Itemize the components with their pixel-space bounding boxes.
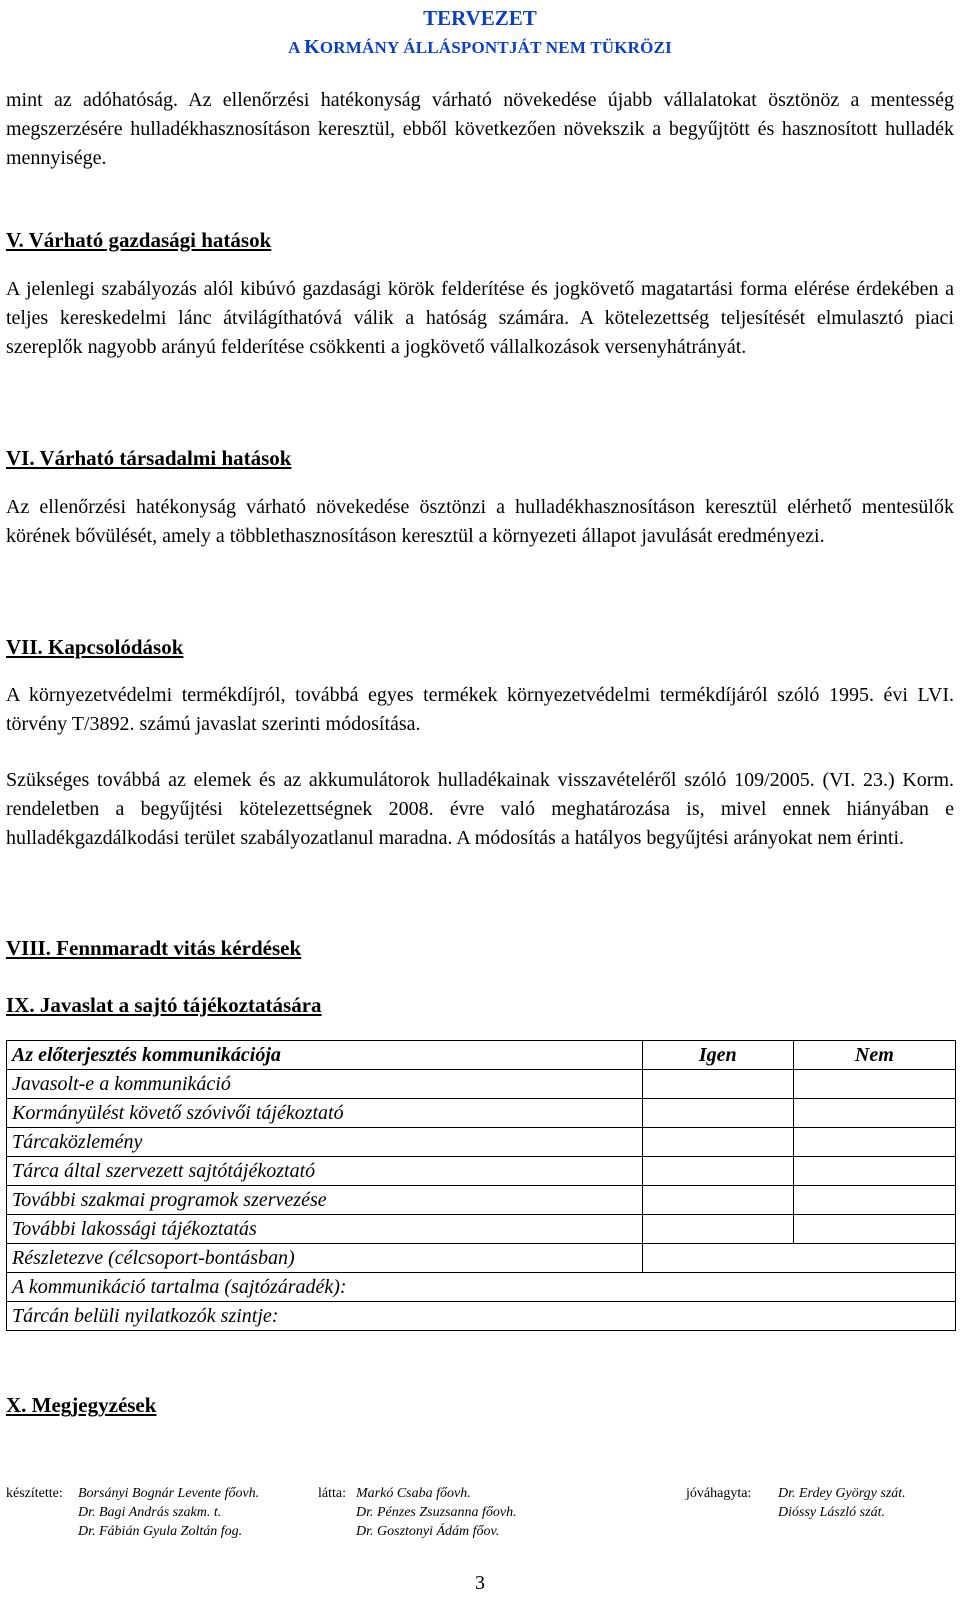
draft-title: TERVEZET — [423, 6, 537, 30]
signer-name: Borsányi Bognár Levente főovh. — [78, 1486, 260, 1501]
table-cell: A kommunikáció tartalma (sajtózáradék): — [7, 1273, 956, 1302]
yes-cell[interactable] — [642, 1157, 793, 1186]
signer-name: Dióssy László szát. — [778, 1505, 885, 1520]
section-6-heading: VI. Várható társadalmi hatások — [6, 446, 292, 470]
table-row — [7, 1099, 956, 1128]
section-5-heading: V. Várható gazdasági hatások — [6, 228, 272, 252]
approved-by — [778, 1484, 906, 1522]
signer-name: Dr. Fábián Gyula Zoltán fog. — [78, 1524, 243, 1539]
section-6-paragraph: Az ellenőrzési hatékonyság várható növekedése ösztönzi a hulladékhasznosításon keresztül elérhető mentesülők körének bővülését, amely a többlethasznosításon keresztül a környezeti állapot javulását eredményezi. — [6, 496, 954, 547]
table-cell: Javasolt-e a kommunikáció — [7, 1070, 643, 1099]
yes-cell[interactable] — [642, 1215, 793, 1244]
prepared-by — [78, 1484, 259, 1541]
subtitle-a: A — [288, 38, 305, 57]
table-row — [7, 1302, 956, 1331]
signer-name: Dr. Erdey György szát. — [778, 1486, 906, 1501]
section-10-heading: X. Megjegyzések — [6, 1393, 157, 1417]
section-5-paragraph: A jelenlegi szabályozás alól kibúvó gazdasági körök felderítése és jogkövető magatartási forma elérése érdekében a teljes kereskedelmi lánc átvilágíthatóvá válik a hatóság számára. A kötelezettség teljesítését elmulasztó piaci szereplők nagyobb arányú felderítése csökkenti a jogkövető vállalkozások versenyhátrányát. — [6, 278, 954, 358]
table-row — [7, 1070, 956, 1099]
page-number: 3 — [475, 1572, 485, 1594]
yes-cell[interactable] — [642, 1128, 793, 1157]
communication-table — [6, 1040, 956, 1331]
signer-name: Dr. Gosztonyi Ádám főov. — [356, 1524, 500, 1539]
section-8-heading: VIII. Fennmaradt vitás kérdések — [6, 936, 302, 960]
table-row — [7, 1128, 956, 1157]
table-cell: További lakossági tájékoztatás — [7, 1215, 643, 1244]
table-cell: További szakmai programok szervezése — [7, 1186, 643, 1215]
table-row — [7, 1215, 956, 1244]
table-header-cell: Az előterjesztés kommunikációja — [7, 1041, 643, 1070]
table-header-cell: Nem — [793, 1041, 955, 1070]
signer-name: Markó Csaba főovh. — [356, 1486, 471, 1501]
seen-label: látta: — [318, 1486, 346, 1501]
section-7-paragraph-1: A környezetvédelmi termékdíjról, továbbá egyes termékek környezetvédelmi termékdíjáról szóló 1995. évi LVI. törvény T/3892. számú javaslat szerinti módosítása. — [6, 684, 954, 735]
yes-cell[interactable] — [642, 1099, 793, 1128]
table-cell: Tárcaközlemény — [7, 1128, 643, 1157]
subtitle-rest: ORMÁNY ÁLLÁSPONTJÁT NEM TÜKRÖZI — [319, 38, 672, 57]
no-cell[interactable] — [793, 1128, 955, 1157]
no-cell[interactable] — [793, 1215, 955, 1244]
signer-name: Dr. Pénzes Zsuzsanna főovh. — [356, 1505, 517, 1520]
no-cell[interactable] — [793, 1157, 955, 1186]
section-7-paragraph-2: Szükséges továbbá az elemek és az akkumulátorok hulladékainak visszavételéről szóló 109/2005. (VI. 23.) Korm. rendeletben a begyűjtési kötelezettségnek 2008. évre való meghatározása is, mivel ennek hiányában e hulladékgazdálkodási terület szabályozatlanul maradna. A módosítás a hatályos begyűjtési arányokat nem érinti. — [6, 769, 954, 849]
table-row — [7, 1157, 956, 1186]
signer-name: Dr. Bagi András szakm. t. — [78, 1505, 222, 1520]
table-header-row — [7, 1041, 956, 1070]
table-row — [7, 1273, 956, 1302]
no-cell[interactable] — [793, 1099, 955, 1128]
prepared-label: készítette: — [6, 1486, 63, 1501]
approved-label: jóváhagyta: — [686, 1486, 752, 1501]
seen-by — [356, 1484, 517, 1541]
yes-cell[interactable] — [642, 1186, 793, 1215]
no-cell[interactable] — [793, 1070, 955, 1099]
table-cell: Kormányülést követő szóvivői tájékoztató — [7, 1099, 643, 1128]
section-7-heading: VII. Kapcsolódások — [6, 635, 184, 659]
yes-cell[interactable] — [642, 1070, 793, 1099]
table-cell: Részletezve (célcsoport-bontásban) — [7, 1244, 643, 1273]
table-cell: Tárca által szervezett sajtótájékoztató — [7, 1157, 643, 1186]
table-row — [7, 1186, 956, 1215]
intro-paragraph: mint az adóhatóság. Az ellenőrzési hatékonyság várható növekedése újabb vállalatokat ösztönöz a mentesség megszerzésére hulladékhasznosításon keresztül, ebből következően növekszik a begyűjtött és hasznosított hulladék mennyisége. — [6, 89, 954, 169]
subtitle-k: K — [304, 36, 320, 58]
table-row — [7, 1244, 956, 1273]
detail-cell[interactable] — [642, 1244, 955, 1273]
section-9-heading: IX. Javaslat a sajtó tájékoztatására — [6, 993, 322, 1017]
draft-subtitle — [0, 36, 960, 59]
table-cell: Tárcán belüli nyilatkozók szintje: — [7, 1302, 956, 1331]
no-cell[interactable] — [793, 1186, 955, 1215]
table-header-cell: Igen — [642, 1041, 793, 1070]
